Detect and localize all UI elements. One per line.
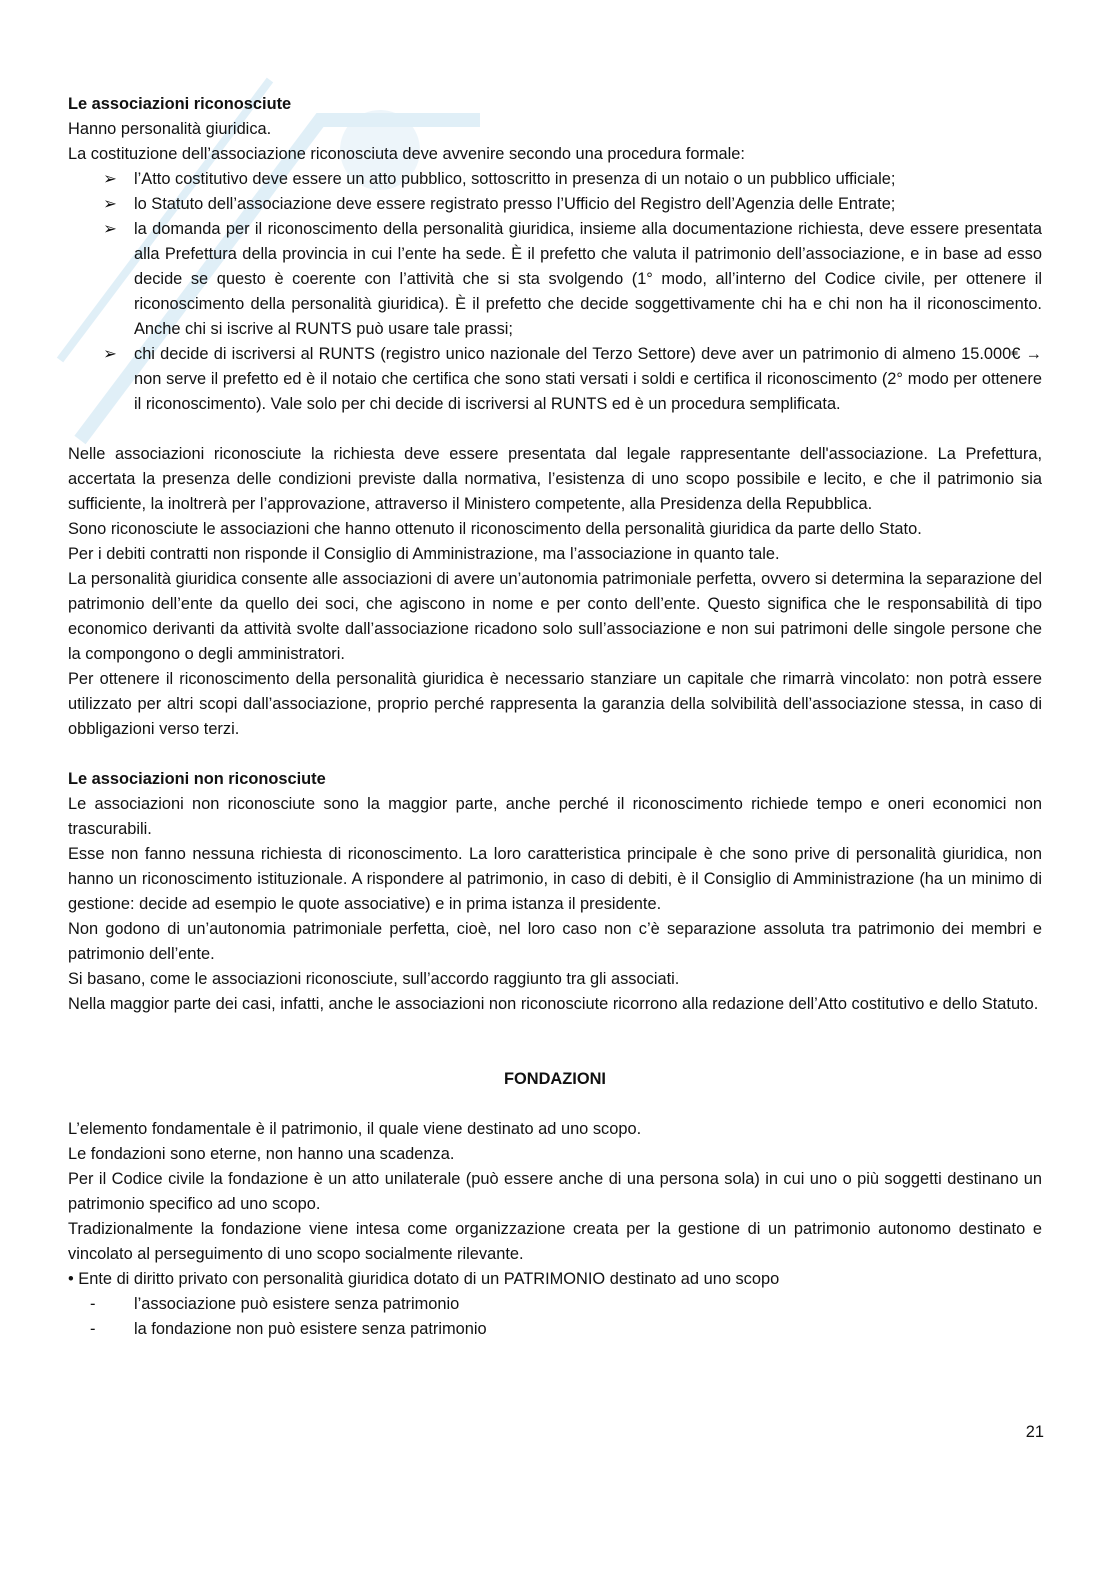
paragraph: Le associazioni non riconosciute sono la maggior parte, anche perché il riconoscimento richiede tempo e oneri economici non trascurabili. — [68, 795, 1042, 838]
paragraph: Nelle associazioni riconosciute la richiesta deve essere presentata dal legale rappresentante dell'associazione. La Prefettura, accertata la presenza delle condizioni previste dalla normativa, l’esistenza di uno scopo possibile e lecito, e che il patrimonio sia sufficiente, la inoltrerà per l’approvazione, attraverso il Ministero competente, alla Presidenza della Repubblica. — [68, 445, 1042, 513]
paragraph: La personalità giuridica consente alle associazioni di avere un’autonomia patrimoniale perfetta, ovvero si determina la separazione del patrimonio dell’ente da quello dei soci, che agiscono in nome e per conto dell’ente. Questo significa che le responsabilità di tipo economico derivanti da attività svolte dall’associazione ricadono solo sull’associazione e non sui patrimoni delle singole persone che la compongono o degli amministratori. — [68, 570, 1042, 663]
paragraph: Le fondazioni sono eterne, non hanno una scadenza. — [68, 1145, 455, 1163]
paragraph: Si basano, come le associazioni riconosciute, sull’accordo raggiunto tra gli associati. — [68, 970, 680, 988]
list-item: ➢ l’Atto costitutivo deve essere un atto pubblico, sottoscritto in presenza di un notaio o un pubblico ufficiale; — [68, 167, 1042, 192]
paragraph: Sono riconosciute le associazioni che hanno ottenuto il riconoscimento della personalità giuridica da parte dello Stato. — [68, 520, 922, 538]
document-body — [68, 92, 1042, 1342]
dash-list — [68, 1292, 1042, 1342]
section-title-riconosciute: Le associazioni riconosciute — [68, 95, 292, 113]
section-title-non-riconosciute: Le associazioni non riconosciute — [68, 770, 326, 788]
list-item: - la fondazione non può esistere senza patrimonio — [68, 1317, 1042, 1342]
paragraph: Nella maggior parte dei casi, infatti, anche le associazioni non riconosciute ricorrono alla redazione dell’Atto costitutivo e dello Statuto. — [68, 995, 1039, 1013]
paragraph: L’elemento fondamentale è il patrimonio, il quale viene destinato ad uno scopo. — [68, 1120, 642, 1138]
paragraph: La costituzione dell’associazione riconosciuta deve avvenire secondo una procedura formale: — [68, 145, 745, 163]
list-item: ➢ lo Statuto dell’associazione deve essere registrato presso l’Ufficio del Registro dell’Agenzia delle Entrate; — [68, 192, 1042, 217]
arrow-bullet-icon: ➢ — [103, 345, 117, 363]
list-item: ➢ chi decide di iscriversi al RUNTS (registro unico nazionale del Terzo Settore) deve aver un patrimonio di almeno 15.000€ → non serve il prefetto ed è il notaio che certifica che sono stati versati i soldi e certifica il riconoscimento (2° modo per ottenere il riconoscimento). Vale solo per chi decide di iscriversi al RUNTS ed è un procedura semplificata. — [68, 342, 1042, 417]
section-title-fondazioni: FONDAZIONI — [504, 1070, 606, 1088]
paragraph: Tradizionalmente la fondazione viene intesa come organizzazione creata per la gestione di un patrimonio autonomo destinato e vincolato al perseguimento di uno scopo socialmente rilevante. — [68, 1220, 1042, 1263]
list-item: - l’associazione può esistere senza patrimonio — [68, 1292, 1042, 1317]
arrow-bullet-icon: ➢ — [103, 170, 117, 188]
arrow-bullet-list — [68, 167, 1042, 417]
list-item: ➢ la domanda per il riconoscimento della personalità giuridica, insieme alla documentazione richiesta, deve essere presentata alla Prefettura della provincia in cui l’ente ha sede. È il prefetto che valuta il patrimonio dell’associazione, e in base ad esso decide se questo è coerente con l’attività che si sta svolgendo (1° modo, all’interno del Codice civile, per ottenere il riconoscimento della personalità giuridica). È il prefetto che decide soggettivamente chi ha e chi non ha il riconoscimento. Anche chi si iscrive al RUNTS può usare tale prassi; — [68, 217, 1042, 342]
page-number: 21 — [1025, 1423, 1044, 1441]
paragraph: Per i debiti contratti non risponde il Consiglio di Amministrazione, ma l’associazione in quanto tale. — [68, 545, 780, 563]
paragraph: • Ente di diritto privato con personalità giuridica dotato di un PATRIMONIO destinato ad uno scopo — [68, 1270, 780, 1288]
paragraph: Hanno personalità giuridica. — [68, 120, 272, 138]
paragraph: Non godono di un’autonomia patrimoniale perfetta, cioè, nel loro caso non c’è separazione assoluta tra patrimonio dei membri e patrimonio dell’ente. — [68, 920, 1042, 963]
dash-bullet-icon: - — [90, 1320, 96, 1338]
arrow-bullet-icon: ➢ — [103, 195, 117, 213]
dash-bullet-icon: - — [90, 1295, 96, 1313]
paragraph: Per il Codice civile la fondazione è un atto unilaterale (può essere anche di una persona sola) in cui uno o più soggetti destinano un patrimonio specifico ad uno scopo. — [68, 1170, 1042, 1213]
arrow-bullet-icon: ➢ — [103, 220, 117, 238]
paragraph: Per ottenere il riconoscimento della personalità giuridica è necessario stanziare un capitale che rimarrà vincolato: non potrà essere utilizzato per altri scopi dall’associazione, proprio perché rappresenta la garanzia della solvibilità dell’associazione stessa, in caso di obbligazioni verso terzi. — [68, 670, 1042, 738]
paragraph: Esse non fanno nessuna richiesta di riconoscimento. La loro caratteristica principale è che sono prive di personalità giuridica, non hanno un riconoscimento istituzionale. A rispondere al patrimonio, in caso di debiti, è il Consiglio di Amministrazione (ha un minimo di gestione: decide ad esempio le quote associative) e in prima istanza il presidente. — [68, 845, 1042, 913]
